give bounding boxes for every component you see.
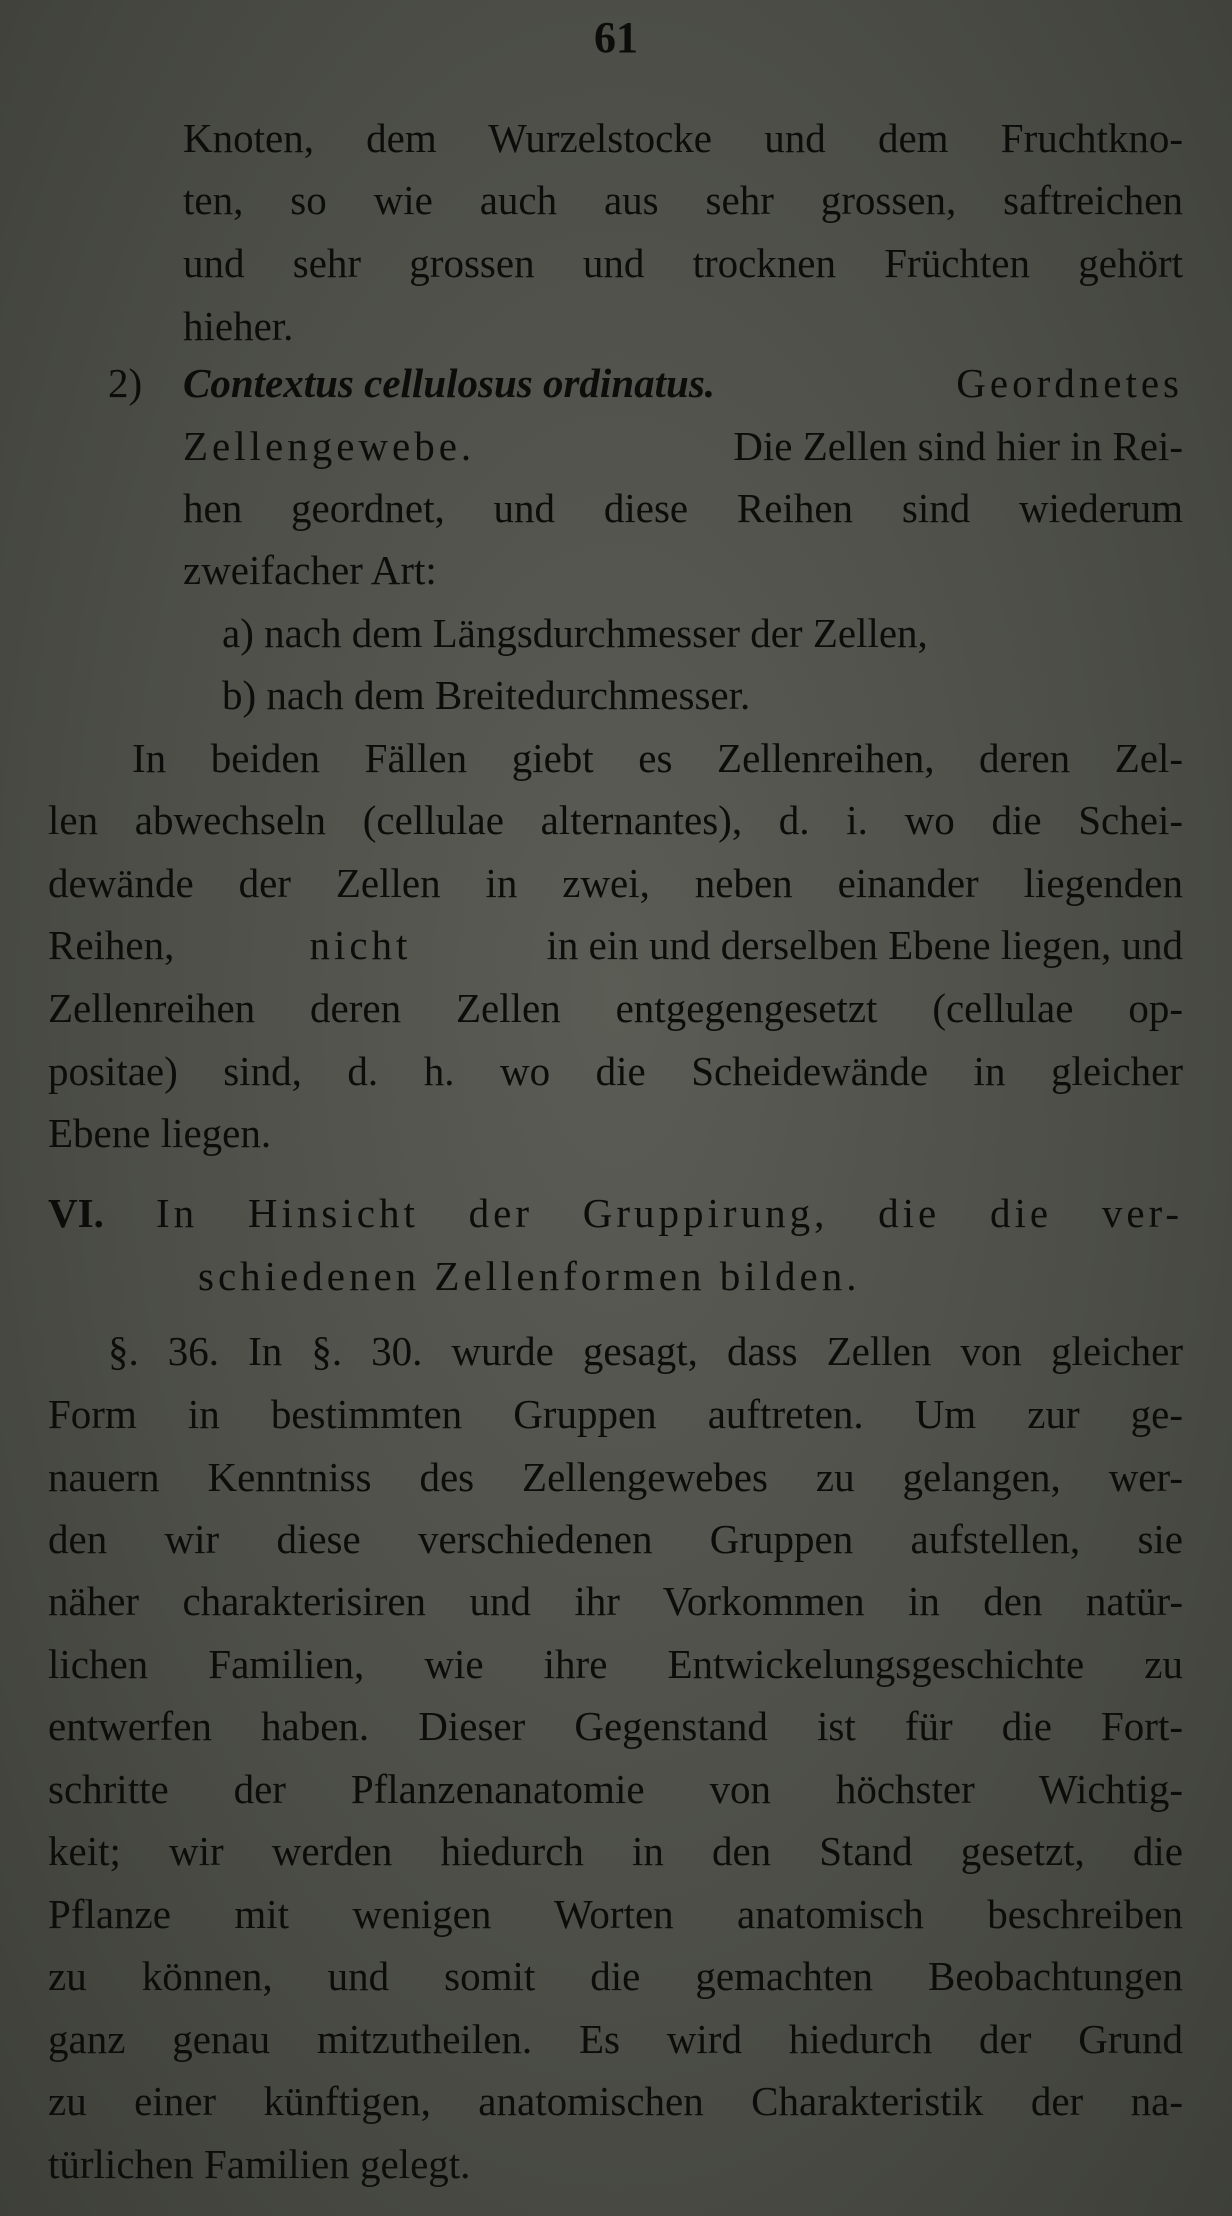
text-line: entwerfen haben. Dieser Gegenstand ist für die Fort- <box>48 1703 1183 1749</box>
spaced-term: Geordnetes <box>956 360 1183 406</box>
text-line <box>183 418 1183 474</box>
text-line: In beiden Fällen giebt es Zellenreihen, deren Zel- <box>132 735 1183 781</box>
text-line: positae) sind, d. h. wo die Scheidewände in gleicher <box>48 1048 1183 1094</box>
text-line: türlichen Familien gelegt. <box>48 2141 471 2187</box>
text-line: zu können, und somit die gemachten Beobachtungen <box>48 1953 1183 1999</box>
text-line: näher charakterisiren und ihr Vorkommen in den natür- <box>48 1578 1183 1624</box>
text-line: Zellenreihen deren Zellen entgegengesetzt (cellulae op- <box>48 985 1183 1031</box>
page-number: 61 <box>594 13 638 62</box>
section-heading: schiedenen Zellenformen bilden. <box>198 1253 861 1299</box>
list-subitem: a) nach dem Längsdurchmesser der Zellen, <box>222 610 928 656</box>
spaced-term: nicht <box>309 922 412 968</box>
text-line: zweifacher Art: <box>183 547 437 593</box>
section-numeral: VI. <box>48 1190 104 1236</box>
text-line: hen geordnet, und diese Reihen sind wiederum <box>183 485 1183 531</box>
text-line <box>48 917 1183 973</box>
text-line: den wir diese verschiedenen Gruppen aufstellen, sie <box>48 1516 1183 1562</box>
text-line: lichen Familien, wie ihre Entwickelungsgeschichte zu <box>48 1641 1183 1687</box>
text-line: len abwechseln (cellulae alternantes), d. i. wo die Schei- <box>48 797 1183 843</box>
text-line: nauern Kenntniss des Zellengewebes zu gelangen, wer- <box>48 1454 1183 1500</box>
text-span: Reihen, <box>48 922 175 968</box>
text-line: ganz genau mitzutheilen. Es wird hiedurch der Grund <box>48 2016 1183 2062</box>
text-line: zu einer künftigen, anatomischen Charakteristik der na- <box>48 2078 1183 2124</box>
text-line: ten, so wie auch aus sehr grossen, saftreichen <box>183 177 1183 223</box>
text-line: Form in bestimmten Gruppen auftreten. Um zur ge- <box>48 1391 1183 1437</box>
text-line: dewände der Zellen in zwei, neben einander liegenden <box>48 860 1183 906</box>
text-line: §. 36. In §. 30. wurde gesagt, dass Zellen von gleicher <box>108 1328 1183 1374</box>
list-subitem: b) nach dem Breitedurchmesser. <box>222 672 751 718</box>
text-line: schritte der Pflanzenanatomie von höchster Wichtig- <box>48 1766 1183 1812</box>
text-line: keit; wir werden hiedurch in den Stand gesetzt, die <box>48 1828 1183 1874</box>
spaced-term: Zellengewebe. <box>183 423 476 469</box>
text-line: Ebene liegen. <box>48 1110 272 1156</box>
text-line <box>183 355 1183 411</box>
section-heading: In Hinsicht der Gruppirung, die die ver- <box>156 1190 1183 1236</box>
text-line: Pflanze mit wenigen Worten anatomisch beschreiben <box>48 1891 1183 1937</box>
text-span: Die Zellen sind hier in Rei- <box>733 423 1183 469</box>
text-line: und sehr grossen und trocknen Früchten gehört <box>183 240 1183 286</box>
text-span: in ein und derselben Ebene liegen, und <box>546 922 1183 968</box>
list-number: 2) <box>108 360 143 406</box>
latin-term: Contextus cellulosus ordinatus. <box>183 360 716 406</box>
text-line: hieher. <box>183 303 294 349</box>
text-line: Knoten, dem Wurzelstocke und dem Fruchtkno- <box>183 115 1183 161</box>
